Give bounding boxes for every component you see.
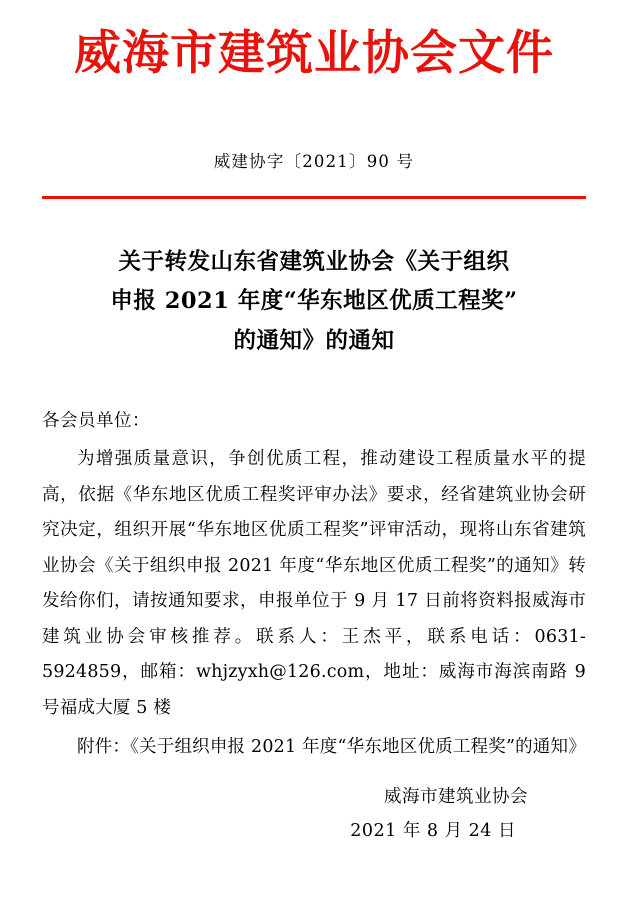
- document-subject: [42, 243, 586, 361]
- signer-date: 2021 年 8 月 24 日: [350, 820, 516, 841]
- subject-line-2: 申报 2021 年度“华东地区优质工程奖”: [110, 288, 518, 315]
- attachment-line: 附件：《关于组织申报 2021 年度“华东地区优质工程奖”的通知》: [77, 737, 586, 758]
- signature-block: [42, 780, 586, 848]
- signer-organization: 威海市建筑业协会: [384, 786, 528, 807]
- document-number: 威建协字〔2021〕90 号: [213, 152, 415, 172]
- document-page: [0, 26, 628, 918]
- body-paragraph: 为增强质量意识，争创优质工程，推动建设工程质量水平的提高，依据《华东地区优质工程奖评审办法》要求，经省建筑业协会研究决定，组织开展“华东地区优质工程奖”评审活动，现将山东省建筑业协会《关于组织申报 2021 年度“华东地区优质工程奖”的通知》转发给你们，请按通知要求，申报单位于 9 月 17 日前将资料报威海市建筑业协会审核推荐。联系人：王杰平，联系电话：0631-5924859，邮箱：whjzyxh@126.com，地址：威海市海滨南路 9 号福成大厦 5 楼: [42, 449, 586, 718]
- red-divider-rule: [42, 196, 586, 199]
- attachment-section: [42, 730, 586, 766]
- body-text: [42, 442, 586, 726]
- subject-line-1: 关于转发山东省建筑业协会《关于组织: [118, 248, 510, 275]
- subject-line-3: 的通知》的通知: [233, 327, 395, 354]
- document-title: 威海市建筑业协会文件: [74, 26, 554, 81]
- salutation: 各会员单位：: [42, 411, 150, 432]
